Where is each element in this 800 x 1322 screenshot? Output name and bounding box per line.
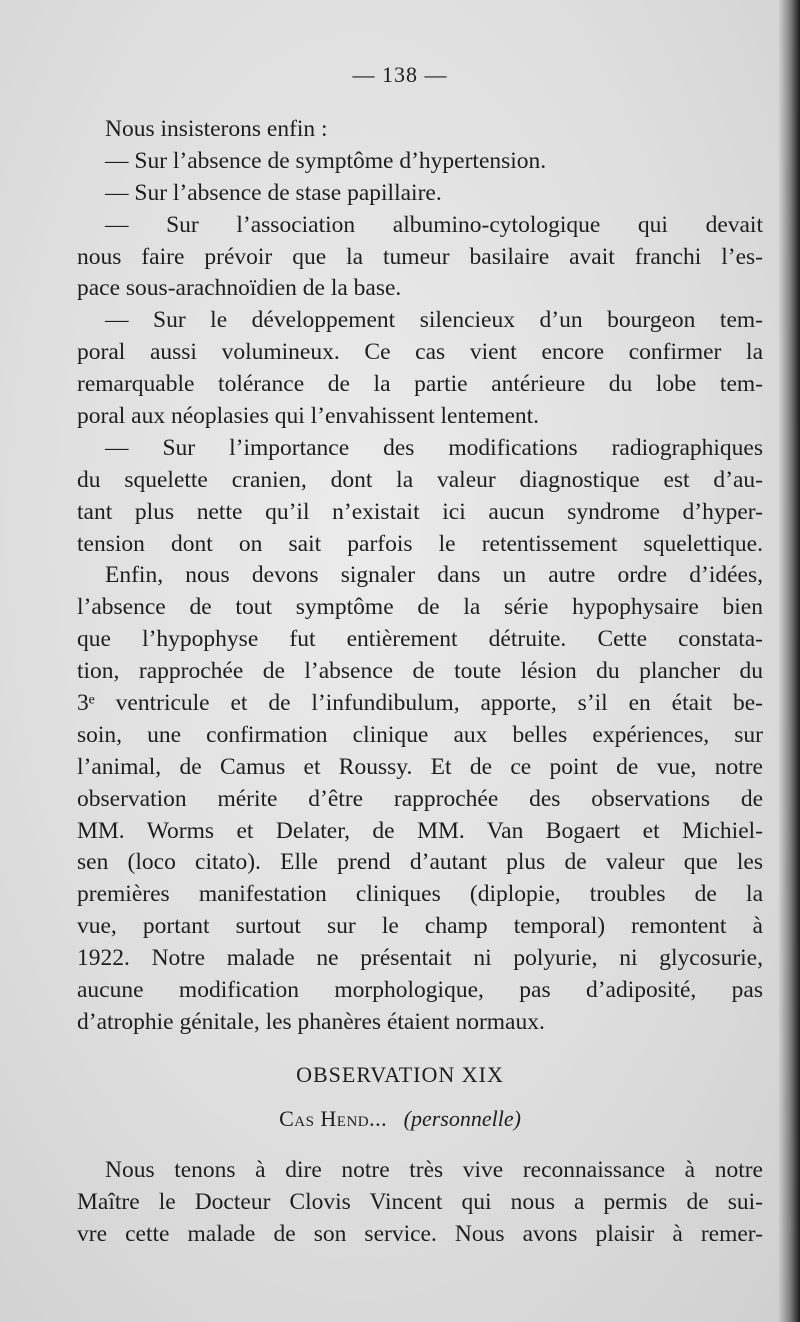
observation-title: OBSERVATION XIX (296, 1062, 504, 1087)
text-line: l’animal, de Camus et Roussy. Et de ce point de vue, notre (77, 753, 763, 780)
text-line: poral aux néoplasies qui l’envahissent lentement. (77, 403, 540, 430)
text-line: tension dont on sait parfois le retentissement squelettique. (77, 530, 763, 557)
text-line: Enfin, nous devons signaler dans un autre ordre d’idées, (105, 562, 763, 589)
body-text (77, 114, 763, 1039)
text-line: 3ᵉ ventricule et de l’infundibulum, apporte, s’il en était be- (77, 690, 763, 717)
text-line: observation mérite d’être rapprochée des observations de (77, 785, 763, 812)
text-line: aucune modification morphologique, pas d’adiposité, pas (77, 977, 763, 1004)
text-line: — Sur l’absence de stase papillaire. (105, 179, 442, 206)
case-type: (personnelle) (403, 1106, 521, 1131)
text-line: tion, rapprochée de l’absence de toute lésion du plancher du (77, 658, 763, 685)
text-line: poral aussi volumineux. Ce cas vient encore confirmer la (77, 339, 763, 366)
text-line: nous faire prévoir que la tumeur basilaire avait franchi l’es- (77, 243, 763, 270)
text-line: 1922. Notre malade ne présentait ni polyurie, ni glycosurie, (77, 945, 763, 972)
text-line: MM. Worms et Delater, de MM. Van Bogaert et Michiel- (77, 817, 763, 844)
text-line: vue, portant surtout sur le champ temporal) remontent à (77, 913, 763, 940)
text-line: soin, une confirmation clinique aux belles expériences, sur (77, 721, 763, 748)
text-line: remarquable tolérance de la partie antérieure du lobe tem- (77, 371, 763, 398)
text-line: Nous insisterons enfin : (105, 116, 328, 142)
text-line: l’absence de tout symptôme de la série hypophysaire bien (77, 594, 763, 621)
case-name: Cas Hend... (279, 1106, 388, 1131)
text-line: premières manifestation cliniques (diplopie, troubles de la (77, 881, 763, 908)
observation-subtitle (0, 1106, 800, 1132)
page-number: — 138 — (352, 62, 448, 87)
text-line: que l’hypophyse fut entièrement détruite. Cette constata- (77, 626, 763, 653)
text-line: — Sur le développement silencieux d’un bourgeon tem- (105, 307, 763, 334)
text-line: d’atrophie génitale, les phanères étaient normaux. (77, 1008, 545, 1035)
text-line: — Sur l’association albumino-cytologique qui devait (105, 211, 763, 238)
acknowledgement-text (77, 1154, 763, 1250)
text-line: Maître le Docteur Clovis Vincent qui nous a permis de sui- (77, 1188, 763, 1215)
text-line: — Sur l’absence de symptôme d’hypertension. (105, 147, 547, 174)
text-line: vre cette malade de son service. Nous avons plaisir à remer- (77, 1220, 763, 1247)
text-line: du squelette cranien, dont la valeur diagnostique est d’au- (77, 466, 763, 493)
text-line: tant plus nette qu’il n’existait ici aucun syndrome d’hyper- (77, 498, 763, 525)
text-line: — Sur l’importance des modifications radiographiques (105, 434, 763, 461)
text-line: Nous tenons à dire notre très vive reconnaissance à notre (105, 1157, 763, 1183)
text-line: sen (loco citato). Elle prend d’autant plus de valeur que les (77, 849, 763, 876)
text-line: pace sous-arachnoïdien de la base. (77, 275, 402, 302)
